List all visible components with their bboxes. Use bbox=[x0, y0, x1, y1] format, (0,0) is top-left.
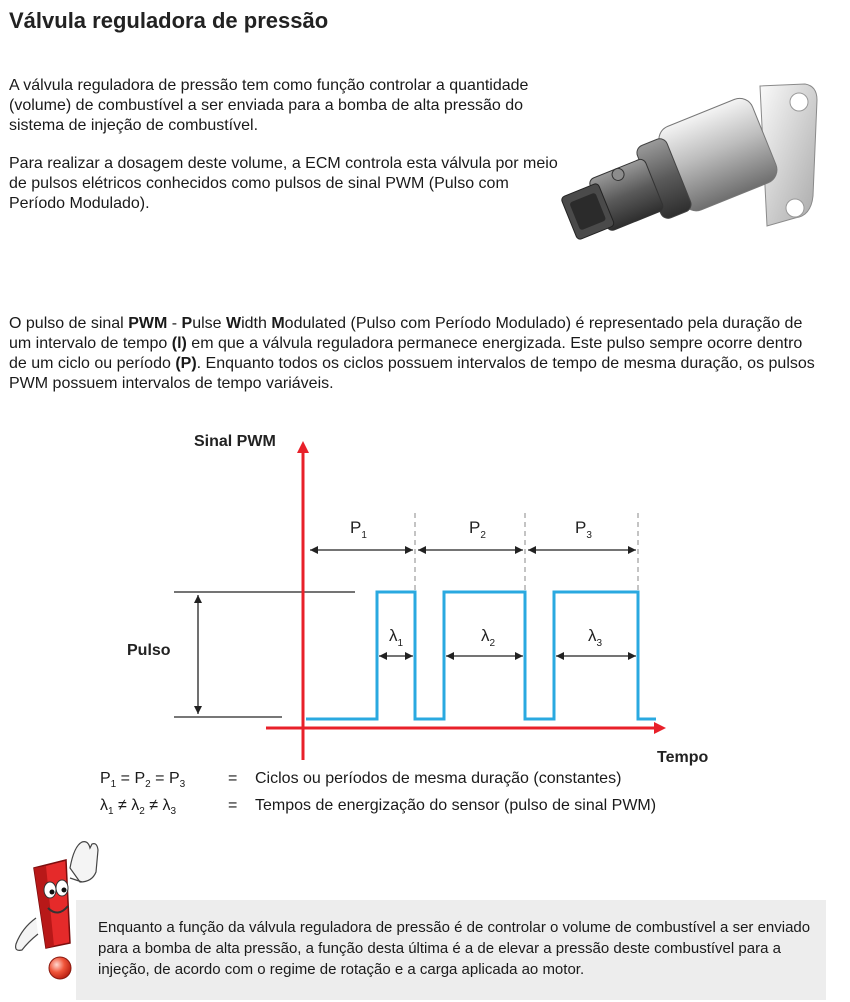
pwm-bold-2: P bbox=[181, 315, 193, 332]
x-axis-label: Tempo bbox=[657, 749, 709, 766]
intro-paragraph-2: Para realizar a dosagem deste volume, a ECM controla esta válvula por meio de pulsos elétricos conhecidos como pulsos de sinal PWM (Pulso com Período Modulado). bbox=[9, 155, 558, 212]
period-label-3: $P_3$ bbox=[575, 518, 592, 541]
period-label-2: $P_2$ bbox=[469, 518, 486, 541]
pwm-bold-6: (P) bbox=[175, 355, 197, 372]
pwm-bold-3: W bbox=[225, 315, 242, 332]
pwm-text-1: O pulso de sinal bbox=[9, 315, 129, 332]
note-box bbox=[76, 900, 826, 1000]
y-axis-label: Sinal PWM bbox=[194, 433, 276, 450]
period-label-1: $P_1$ bbox=[350, 518, 367, 541]
legend-sign: = bbox=[228, 797, 238, 814]
width-label-2: $\lambda_2$ bbox=[481, 626, 496, 649]
pwm-text-6: em que a válvula reguladora permanece energizada. Este pulso sempre ocorre dentro de um ciclo ou período bbox=[9, 335, 803, 372]
pressure-valve-image bbox=[555, 76, 840, 281]
pwm-text-2: - bbox=[167, 315, 182, 332]
legend-equation-periods: $P_1 = P_2 = P_3$ bbox=[100, 770, 186, 791]
pwm-text-4: idth bbox=[241, 315, 272, 332]
width-label-1: $\lambda_1$ bbox=[389, 626, 404, 649]
width-label-3: $\lambda_3$ bbox=[588, 626, 603, 649]
pwm-text-5: odulated (Pulso com Período Modulado) é representado pela duração de um intervalo de tempo bbox=[9, 315, 803, 352]
pwm-paragraph bbox=[9, 314, 821, 394]
page-title: Válvula reguladora de pressão bbox=[9, 8, 329, 33]
pwm-bold-4: M bbox=[271, 315, 285, 332]
legend-description-periods: Ciclos ou períodos de mesma duração (constantes) bbox=[255, 770, 622, 787]
legend-description-widths: Tempos de energização do sensor (pulso de sinal PWM) bbox=[255, 797, 657, 814]
pwm-text-7: . Enquanto todos os ciclos possuem intervalos de tempo de mesma duração, os pulsos PWM possuem intervalos de tempo variáveis. bbox=[9, 355, 815, 392]
legend-equation-widths: $\lambda_1 \ne \lambda_2 \ne \lambda_3$ bbox=[100, 797, 177, 818]
legend-sign: = bbox=[228, 770, 238, 787]
note-text: Enquanto a função da válvula reguladora de pressão é de controlar o volume de combustível a ser enviado para a bomba de alta pressão, a função desta última é a de elevar a pressão deste combustível para a injeção, de acordo com o regime de rotação e a carga aplicada ao motor. bbox=[98, 919, 811, 978]
intro-paragraph-1: A válvula reguladora de pressão tem como função controlar a quantidade (volume) de combustível a ser enviada para a bomba de alta pressão do sistema de injeção de combustível. bbox=[9, 77, 529, 134]
pwm-bold-5: (l) bbox=[171, 335, 187, 352]
mascot-icon bbox=[4, 838, 104, 983]
pwm-bold-1: PWM bbox=[128, 315, 168, 332]
pwm-text-3: ulse bbox=[192, 315, 226, 332]
pulse-label: Pulso bbox=[127, 642, 171, 659]
